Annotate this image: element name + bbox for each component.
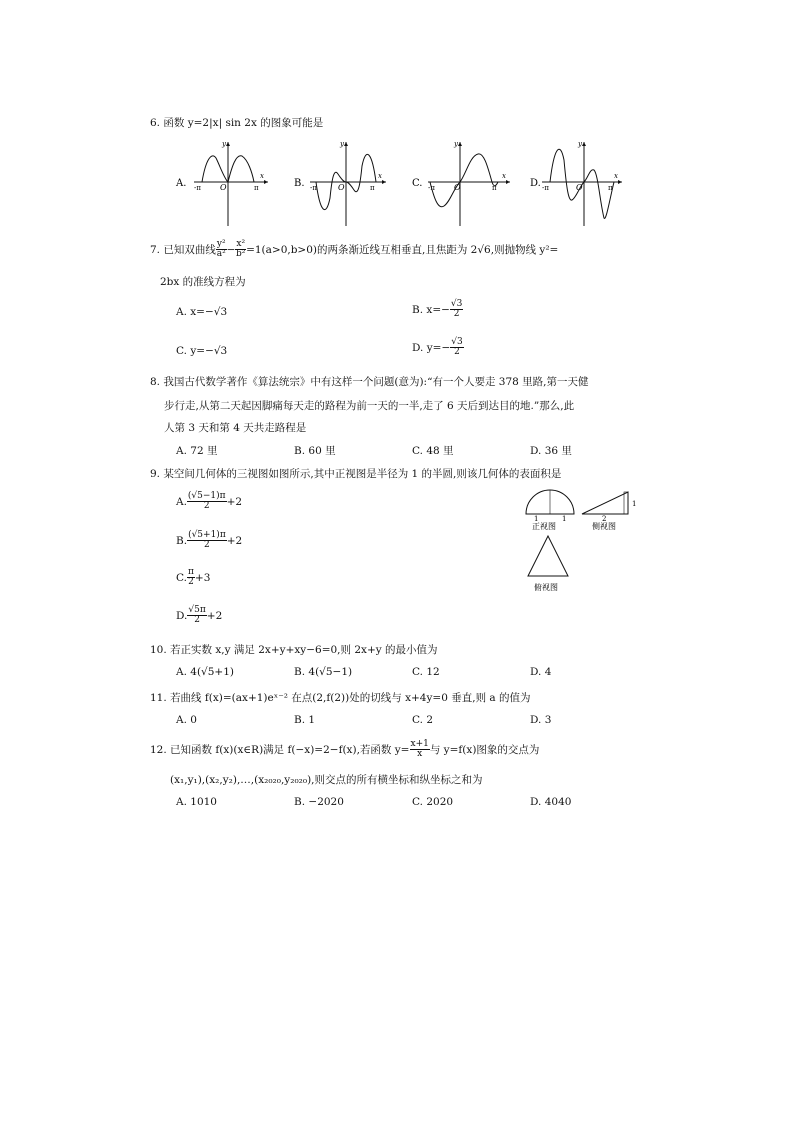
q9-top-label: 俯视图 xyxy=(534,583,558,592)
q7-b-num: √3 xyxy=(450,299,463,309)
q7-frac2-num: x² xyxy=(236,239,246,249)
q6-a-x: x xyxy=(260,172,264,180)
q7-d-den: 2 xyxy=(454,347,460,358)
q12-stem-b: 与 y=f(x)图象的交点为 xyxy=(429,743,540,756)
q9-b-num: (√5+1)π xyxy=(188,530,226,540)
q6-d-neg: -π xyxy=(542,184,549,192)
q8-option-a: A. 72 里 xyxy=(176,445,218,457)
q6-a-pos: π xyxy=(254,184,259,192)
q7-stem-line1: 7. 已知双曲线 $\frac{\text{y²}}{\text{a²}}$ − $\frac{\text{x²}}{\text{b²}}$ =1(a>0,b>0)的两条渐近线互相垂直,且焦距为 2√6,则抛物线 y²= xyxy=(150,239,559,260)
q9-stem: 9. 某空间几何体的三视图如图所示,其中正视图是半径为 1 的半圆,则该几何体的表面积是 xyxy=(150,468,562,480)
q6-c-label: C. xyxy=(412,178,423,189)
q7-frac1-num: y² xyxy=(216,239,226,249)
q6-graph-d xyxy=(526,138,626,231)
q6-c-origin: O xyxy=(454,183,461,192)
q7-option-d xyxy=(412,338,464,358)
q9-d-num: √5π xyxy=(188,605,206,615)
q6-c-x: x xyxy=(502,172,506,180)
q6-b-neg: -π xyxy=(310,184,317,192)
q12-stem-a: 12. 已知函数 f(x)(x∈R)满足 f(−x)=2−f(x),若函数 y= xyxy=(150,743,410,756)
q9-side-triangle xyxy=(582,492,628,514)
q9-d-post: +2 xyxy=(206,609,223,622)
q11-option-d: D. 3 xyxy=(530,714,552,726)
q6-b-x: x xyxy=(378,172,382,180)
q6-graph-c xyxy=(408,138,518,231)
q6-d-origin: O xyxy=(576,183,583,192)
q9-a-num: (√5−1)π xyxy=(187,491,226,501)
q11-stem: 11. 若曲线 f(x)=(ax+1)eˣ⁻² 在点(2,f(2))处的切线与 x+4y=0 垂直,则 a 的值为 xyxy=(150,692,531,704)
q10-option-c: C. 12 xyxy=(412,666,440,678)
q12-option-d: D. 4040 xyxy=(530,796,572,808)
q9-c-den: 2 xyxy=(188,577,194,588)
q12-option-a: A. 1010 xyxy=(176,796,217,808)
q11-option-b: B. 1 xyxy=(294,714,316,726)
q6-c-neg: -π xyxy=(428,184,435,192)
q6-b-origin: O xyxy=(338,183,345,192)
q6-graph-b xyxy=(290,138,390,231)
q6-c-pos: π xyxy=(492,184,497,192)
q6-b-y: y xyxy=(340,140,344,148)
q7-d-pre: D. y=− xyxy=(412,341,451,354)
q9-option-a xyxy=(176,492,242,512)
q7-frac2-den: b² xyxy=(236,249,246,260)
q10-option-b: B. 4(√5−1) xyxy=(294,666,353,678)
q12-option-b: B. −2020 xyxy=(294,796,344,808)
q7-option-b xyxy=(412,300,463,320)
q6-d-pos: π xyxy=(608,184,613,192)
q7-option-c: C. y=−√3 xyxy=(176,345,228,357)
q11-option-a: A. 0 xyxy=(176,714,197,726)
q9-side-two: 2 xyxy=(602,515,607,523)
q6-stem: 6. 函数 y=2|x| sin 2x 的图象可能是 xyxy=(150,117,324,129)
q12-frac-den: x xyxy=(417,749,423,760)
q8-option-c: C. 48 里 xyxy=(412,445,454,457)
q7-option-a: A. x=−√3 xyxy=(176,306,228,318)
q9-a-den: 2 xyxy=(203,501,210,512)
q9-b-post: +2 xyxy=(226,534,243,547)
q9-c-post: +3 xyxy=(194,571,211,584)
q7-stem-a: 7. 已知双曲线 xyxy=(150,243,216,256)
q9-a-pre: A. xyxy=(176,495,187,508)
q6-d-x: x xyxy=(614,172,618,180)
q12-frac-num: x+1 xyxy=(410,739,429,749)
q9-front-one-b: 1 xyxy=(562,515,567,523)
q9-b-pre: B. xyxy=(176,534,188,547)
q9-front-one-a: 1 xyxy=(534,515,539,523)
q8-option-b: B. 60 里 xyxy=(294,445,336,457)
q6-a-origin: O xyxy=(220,183,227,192)
q6-d-label: D. xyxy=(530,178,541,189)
q12-option-c: C. 2020 xyxy=(412,796,454,808)
q11-option-c: C. 2 xyxy=(412,714,434,726)
q9-option-c xyxy=(176,568,210,588)
q9-c-pre: C. xyxy=(176,571,187,584)
q7-b-pre: B. x=− xyxy=(412,303,450,316)
q7-frac2 xyxy=(235,240,246,260)
q8-line2: 步行走,从第二天起因脚痛每天走的路程为前一天的一半,走了 6 天后到达目的地.”那么,此 xyxy=(164,400,575,412)
q7-stem-b: =1(a>0,b>0)的两条渐近线互相垂直,且焦距为 2√6,则抛物线 y²= xyxy=(246,243,559,256)
q6-c-y: y xyxy=(454,140,458,148)
q10-option-d: D. 4 xyxy=(530,666,552,678)
q6-graph-a xyxy=(172,138,272,231)
q7-stem-c: 2bx 的准线方程为 xyxy=(160,276,246,288)
q9-option-d xyxy=(176,606,222,626)
q12-line1 xyxy=(150,740,539,760)
q9-d-pre: D. xyxy=(176,609,188,622)
q9-side-label: 侧视图 xyxy=(592,522,616,531)
q8-line3: 人第 3 天和第 4 天共走路程是 xyxy=(164,422,307,434)
q12-line2: (x₁,y₁),(x₂,y₂),…,(x₂₀₂₀,y₂₀₂₀),则交点的所有横坐标和纵坐标之和为 xyxy=(170,774,483,786)
q9-a-post: +2 xyxy=(226,495,243,508)
q9-option-b xyxy=(176,531,242,551)
q6-d-y: y xyxy=(578,140,582,148)
q8-line1: 8. 我国古代数学著作《算法统宗》中有这样一个问题(意为):“有一个人要走 378 里路,第一天健 xyxy=(150,376,589,388)
q8-option-d: D. 36 里 xyxy=(530,445,572,457)
q7-b-den: 2 xyxy=(453,309,460,320)
q9-side-one: 1 xyxy=(632,500,637,508)
q7-frac1 xyxy=(216,240,227,260)
q9-c-num: π xyxy=(188,567,194,577)
q6-a-y: y xyxy=(222,140,226,148)
q6-a-label: A. xyxy=(176,178,187,189)
q9-b-den: 2 xyxy=(204,540,210,551)
q6-a-neg: -π xyxy=(194,184,201,192)
q10-stem: 10. 若正实数 x,y 满足 2x+y+xy−6=0,则 2x+y 的最小值为 xyxy=(150,644,438,656)
q9-three-views xyxy=(520,484,640,597)
q6-b-label: B. xyxy=(294,178,305,189)
q9-front-label: 正视图 xyxy=(532,522,556,531)
q9-d-den: 2 xyxy=(194,615,200,626)
q7-frac1-den: a² xyxy=(216,249,226,260)
q9-top-triangle xyxy=(528,536,568,576)
q7-d-num: √3 xyxy=(451,337,463,347)
q6-b-pos: π xyxy=(370,184,375,192)
q10-option-a: A. 4(√5+1) xyxy=(176,666,234,678)
